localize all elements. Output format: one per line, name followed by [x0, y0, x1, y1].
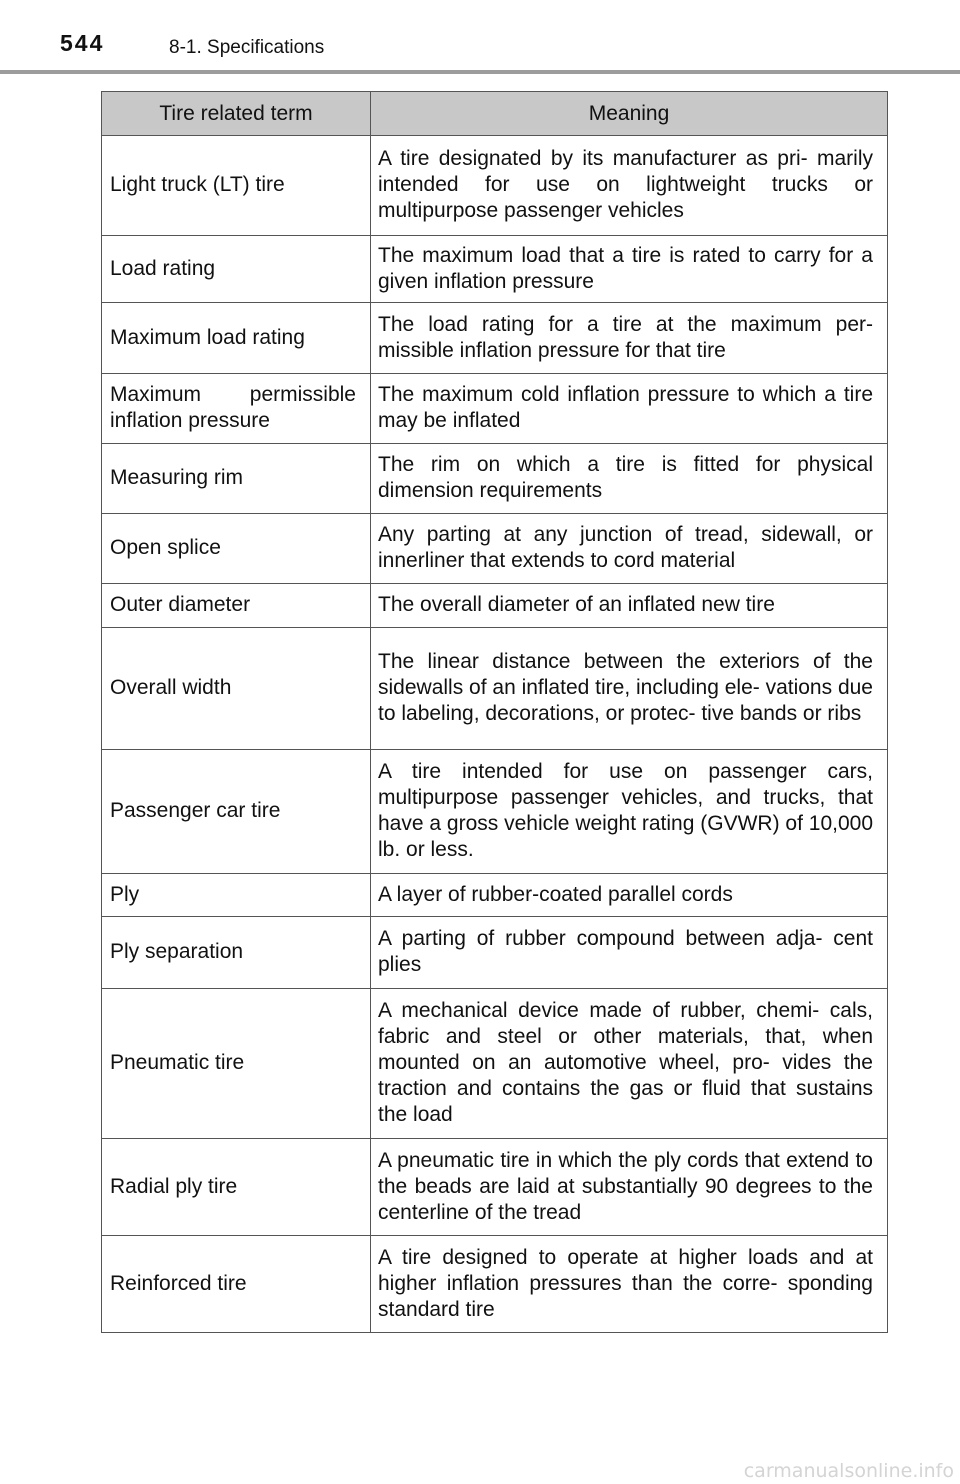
term-cell: Maximum permissible inflation pressure — [102, 374, 371, 444]
meaning-cell: A tire designated by its manufacturer as pri- marily intended for use on lightweight trucks or multipurpose passenger vehicles — [371, 136, 888, 236]
meaning-cell: The overall diameter of an inflated new tire — [371, 584, 888, 628]
table-row — [102, 303, 888, 374]
term-cell: Ply separation — [102, 917, 371, 989]
table-row — [102, 444, 888, 514]
meaning-cell: The linear distance between the exteriors of the sidewalls of an inflated tire, including ele- vations due to labeling, decorations, or protec- tive bands or ribs — [371, 628, 888, 750]
section-title: 8-1. Specifications — [169, 37, 325, 58]
term-cell: Light truck (LT) tire — [102, 136, 371, 236]
term-cell: Ply — [102, 874, 371, 917]
table-row — [102, 236, 888, 303]
tire-terms-table — [101, 91, 888, 1333]
term-cell: Load rating — [102, 236, 371, 303]
table-row — [102, 374, 888, 444]
term-cell: Measuring rim — [102, 444, 371, 514]
term-cell: Outer diameter — [102, 584, 371, 628]
term-cell: Passenger car tire — [102, 750, 371, 874]
table-row — [102, 917, 888, 989]
meaning-cell: A layer of rubber-coated parallel cords — [371, 874, 888, 917]
meaning-cell: A mechanical device made of rubber, chemi- cals, fabric and steel or other materials, that, when mounted on an automotive wheel, pro- vides the traction and contains the gas or fluid that sustains the load — [371, 989, 888, 1139]
table-header-row — [102, 92, 888, 136]
site-watermark: carmanualsonline.info — [743, 1460, 954, 1482]
term-cell: Reinforced tire — [102, 1236, 371, 1333]
column-header-meaning: Meaning — [371, 92, 888, 136]
table-row — [102, 514, 888, 584]
page-number: 544 — [60, 30, 105, 56]
term-cell: Maximum load rating — [102, 303, 371, 374]
table-row — [102, 628, 888, 750]
column-header-term: Tire related term — [102, 92, 371, 136]
term-cell: Pneumatic tire — [102, 989, 371, 1139]
table-row — [102, 750, 888, 874]
meaning-cell: The maximum load that a tire is rated to carry for a given inflation pressure — [371, 236, 888, 303]
meaning-cell: The load rating for a tire at the maximum per- missible inflation pressure for that tire — [371, 303, 888, 374]
table-row — [102, 1236, 888, 1333]
meaning-cell: A parting of rubber compound between adja- cent plies — [371, 917, 888, 989]
meaning-cell: Any parting at any junction of tread, sidewall, or innerliner that extends to cord material — [371, 514, 888, 584]
table-row — [102, 1139, 888, 1236]
header-divider — [0, 70, 960, 74]
meaning-cell: The maximum cold inflation pressure to which a tire may be inflated — [371, 374, 888, 444]
table-row — [102, 584, 888, 628]
table-row — [102, 136, 888, 236]
table-row — [102, 989, 888, 1139]
meaning-cell: A tire intended for use on passenger cars, multipurpose passenger vehicles, and trucks, that have a gross vehicle weight rating (GVWR) of 10,000 lb. or less. — [371, 750, 888, 874]
table-row — [102, 874, 888, 917]
meaning-cell: A tire designed to operate at higher loads and at higher inflation pressures than the corre- sponding standard tire — [371, 1236, 888, 1333]
meaning-cell: The rim on which a tire is fitted for physical dimension requirements — [371, 444, 888, 514]
term-cell: Radial ply tire — [102, 1139, 371, 1236]
meaning-cell: A pneumatic tire in which the ply cords that extend to the beads are laid at substantially 90 degrees to the centerline of the tread — [371, 1139, 888, 1236]
page-header — [0, 0, 960, 76]
term-cell: Open splice — [102, 514, 371, 584]
term-cell: Overall width — [102, 628, 371, 750]
